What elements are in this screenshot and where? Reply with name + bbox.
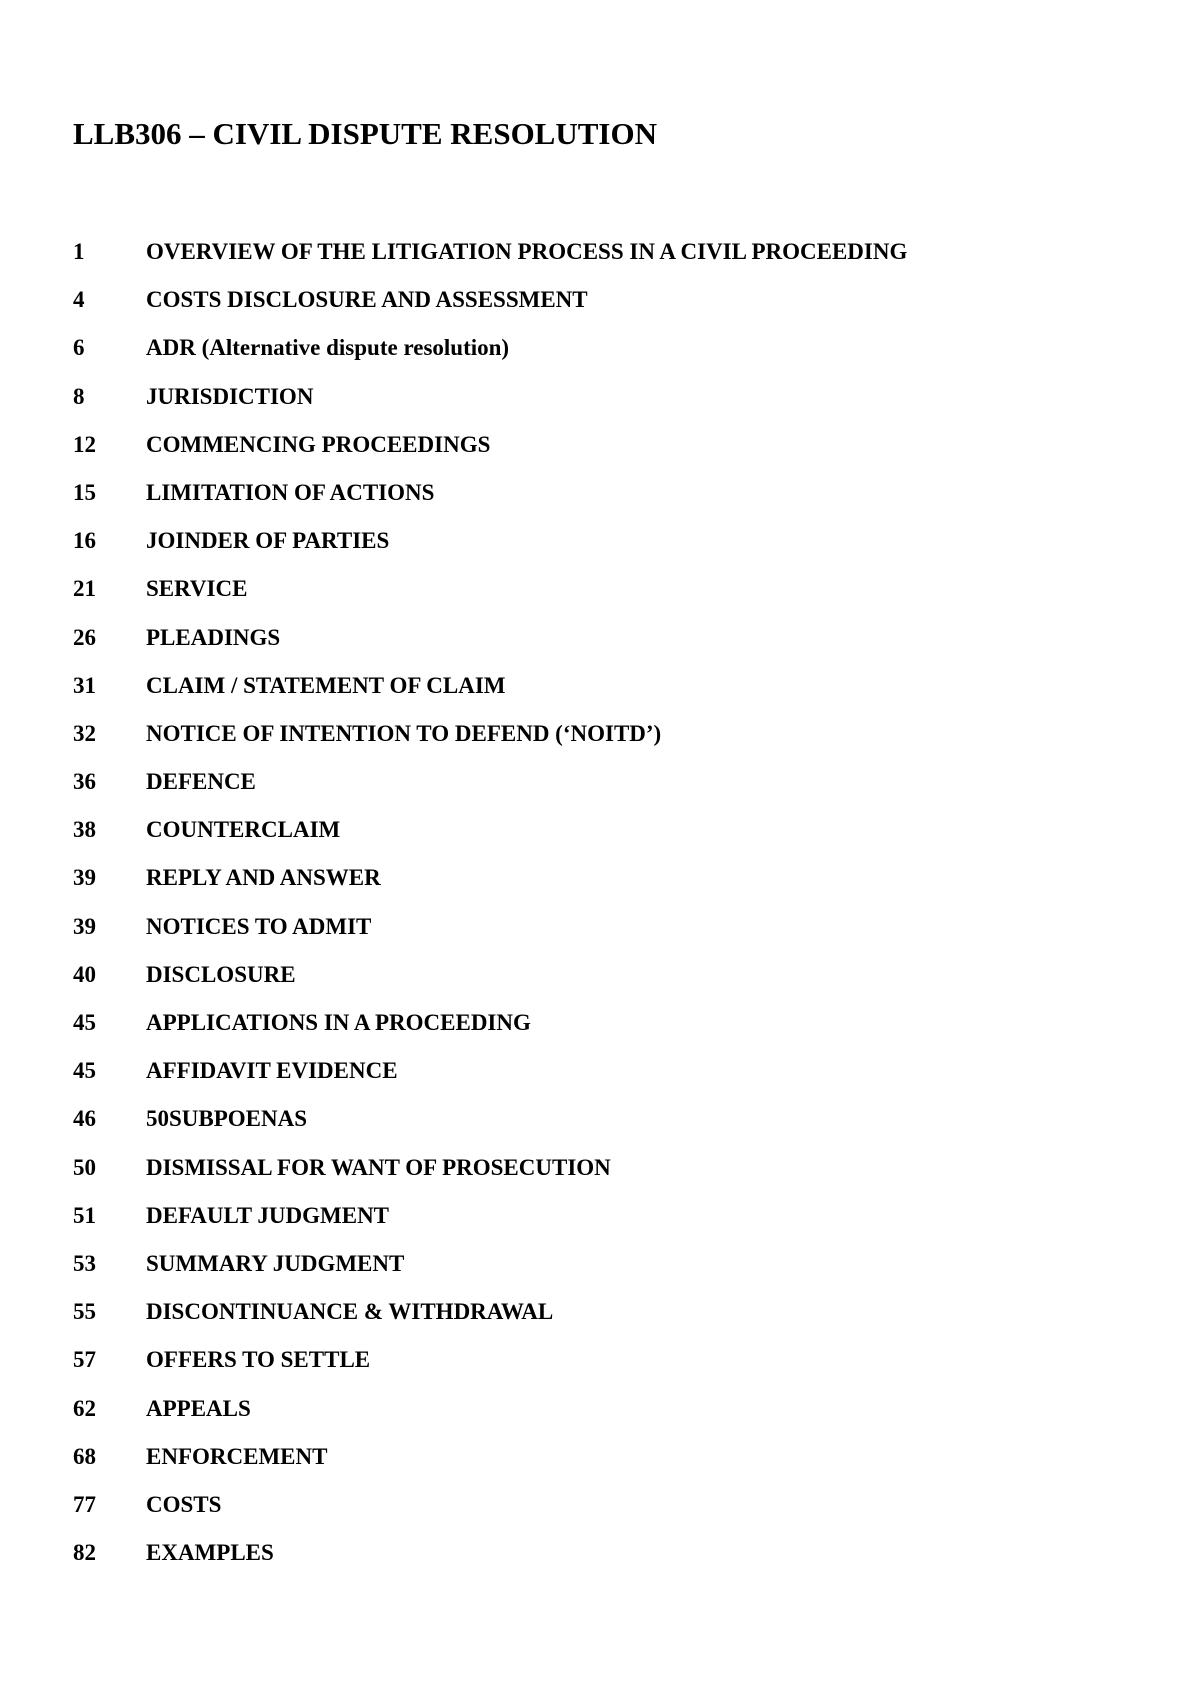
toc-page-number: 1	[73, 239, 85, 264]
toc-page-number: 77	[73, 1491, 96, 1517]
toc-entry	[73, 336, 907, 384]
toc-section-title: ADR (Alternative dispute resolution)	[146, 335, 510, 361]
toc-page-number: 15	[73, 479, 96, 505]
toc-section-title: APPLICATIONS IN A PROCEEDING	[146, 1010, 531, 1035]
toc-page-number: 40	[73, 961, 96, 987]
toc-entry	[73, 385, 907, 433]
toc-section-title: REPLY AND ANSWER	[146, 865, 381, 891]
toc-page-number: 21	[73, 576, 96, 602]
toc-section-title: APPEALS	[146, 1395, 251, 1421]
toc-entry	[73, 1541, 907, 1589]
toc-page-number: 45	[73, 1010, 96, 1035]
toc-entry	[73, 915, 907, 963]
toc-page-number: 82	[73, 1540, 96, 1566]
toc-section-title: DEFENCE	[146, 769, 256, 795]
toc-section-title: JOINDER OF PARTIES	[146, 528, 390, 554]
toc-entry	[73, 288, 907, 336]
toc-page-number: 8	[73, 383, 85, 409]
toc-page-number: 4	[73, 287, 85, 313]
toc-page-number: 62	[73, 1395, 96, 1421]
toc-section-title: DISCONTINUANCE & WITHDRAWAL	[146, 1299, 554, 1325]
toc-section-title: COUNTERCLAIM	[146, 817, 341, 843]
toc-entry	[73, 577, 907, 625]
document-title: LLB306 – CIVIL DISPUTE RESOLUTION	[73, 116, 657, 151]
toc-entry	[73, 529, 907, 577]
toc-page-number: 51	[73, 1202, 96, 1228]
toc-entry	[73, 963, 907, 1011]
toc-entry	[73, 674, 907, 722]
toc-section-title: ENFORCEMENT	[146, 1443, 328, 1469]
toc-section-title: NOTICES TO ADMIT	[146, 913, 372, 939]
toc-entry	[73, 240, 907, 288]
toc-entry	[73, 626, 907, 674]
toc-entry	[73, 770, 907, 818]
toc-section-title: SERVICE	[146, 576, 248, 602]
toc-entry	[73, 481, 907, 529]
toc-page-number: 32	[73, 720, 96, 746]
toc-page-number: 12	[73, 431, 96, 457]
toc-section-title: SUMMARY JUDGMENT	[146, 1250, 405, 1276]
toc-page-number: 39	[73, 865, 96, 891]
toc-entry	[73, 722, 907, 770]
toc-page-number: 26	[73, 624, 96, 650]
toc-page-number: 46	[73, 1106, 96, 1132]
toc-entry	[73, 1252, 907, 1300]
toc-entry	[73, 1011, 907, 1059]
toc-entry	[73, 433, 907, 481]
toc-page-number: 39	[73, 913, 96, 939]
toc-section-title: EXAMPLES	[146, 1540, 274, 1566]
toc-entry	[73, 818, 907, 866]
toc-entry	[73, 1493, 907, 1541]
toc-section-title: 50SUBPOENAS	[146, 1106, 308, 1132]
table-of-contents	[73, 240, 907, 1589]
toc-page-number: 68	[73, 1443, 96, 1469]
toc-entry	[73, 866, 907, 914]
toc-section-title: OFFERS TO SETTLE	[146, 1347, 371, 1373]
toc-page-number: 36	[73, 769, 96, 795]
toc-section-title: DISCLOSURE	[146, 961, 296, 987]
toc-page-number: 53	[73, 1250, 96, 1276]
toc-entry	[73, 1156, 907, 1204]
toc-section-title: COSTS	[146, 1491, 222, 1517]
toc-section-title: COMMENCING PROCEEDINGS	[146, 431, 491, 457]
toc-section-title: JURISDICTION	[146, 383, 314, 409]
toc-page-number: 45	[73, 1058, 96, 1084]
toc-page-number: 55	[73, 1299, 96, 1325]
toc-section-title: DEFAULT JUDGMENT	[146, 1202, 390, 1228]
toc-section-title: NOTICE OF INTENTION TO DEFEND (‘NOITD’)	[146, 720, 662, 746]
toc-section-title: DISMISSAL FOR WANT OF PROSECUTION	[146, 1154, 611, 1180]
toc-page-number: 31	[73, 672, 96, 698]
toc-section-title: COSTS DISCLOSURE AND ASSESSMENT	[146, 287, 588, 313]
toc-entry	[73, 1445, 907, 1493]
toc-page-number: 6	[73, 335, 85, 361]
toc-page-number: 16	[73, 528, 96, 554]
toc-entry	[73, 1300, 907, 1348]
toc-section-title: PLEADINGS	[146, 624, 281, 650]
toc-section-title: LIMITATION OF ACTIONS	[146, 479, 435, 505]
toc-entry	[73, 1397, 907, 1445]
toc-section-title: AFFIDAVIT EVIDENCE	[146, 1058, 398, 1084]
toc-page-number: 57	[73, 1347, 96, 1373]
toc-entry	[73, 1059, 907, 1107]
toc-section-title: OVERVIEW OF THE LITIGATION PROCESS IN A CIVIL PROCEEDING	[146, 239, 908, 264]
toc-section-title: CLAIM / STATEMENT OF CLAIM	[146, 672, 506, 698]
toc-page-number: 38	[73, 817, 96, 843]
toc-entry	[73, 1348, 907, 1396]
toc-entry	[73, 1204, 907, 1252]
toc-entry	[73, 1107, 907, 1155]
toc-page-number: 50	[73, 1154, 96, 1180]
